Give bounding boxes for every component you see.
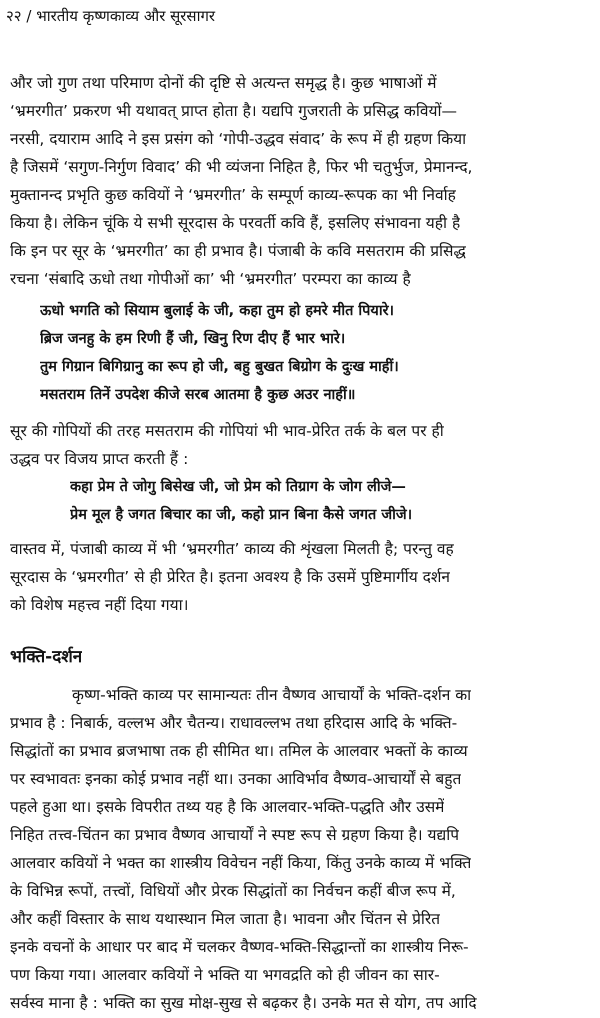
verse1-line: ऊधो भगति को सियाम बुलाई के जी, कहा तुम हो हमरे मीत पियारे। bbox=[40, 303, 394, 319]
para3-line: वास्तव में, पंजाबी काव्य में भी ‘भ्रमरगीत’ काव्य की शृंखला मिलती है; परन्तु वह bbox=[10, 540, 454, 558]
para1-line: नरसी, दयाराम आदि ने इस प्रसंग को ‘गोपी-उद्धव संवाद’ के रूप में ही ग्रहण किया bbox=[10, 130, 467, 148]
para1-line: ‘भ्रमरगीत’ प्रकरण भी यथावत् प्राप्त होता है। यद्यपि गुजराती के प्रसिद्ध कवियों— bbox=[10, 102, 457, 120]
header-separator: / bbox=[26, 7, 32, 25]
page-number: २२ bbox=[6, 7, 22, 25]
para4-line: निहित तत्त्व-चिंतन का प्रभाव वैष्णव आचार्यों ने स्पष्ट रूप से ग्रहण किया है। यद्यपि bbox=[10, 826, 460, 844]
para1-line: किया है। लेकिन चूंकि ये सभी सूरदास के परवर्ती कवि हैं, इसलिए संभावना यही है bbox=[10, 214, 461, 232]
para4-line: इनके वचनों के आधार पर बाद में चलकर वैष्णव-भक्ति-सिद्धान्तों का शास्त्रीय निरू- bbox=[10, 938, 469, 956]
para1-line: कि इन पर सूर के ‘भ्रमरगीत’ का ही प्रभाव है। पंजाबी के कवि मसतराम की प्रसिद्ध bbox=[10, 242, 466, 260]
para2-line: उद्धव पर विजय प्राप्त करती हैं : bbox=[10, 450, 189, 468]
verse2-line: प्रेम मूल है जगत बिचार का जी, कहो प्रान बिना कैसे जगत जीजे। bbox=[70, 507, 413, 523]
para3-line: सूरदास के ‘भ्रमरगीत’ से ही प्रेरित है। इतना अवश्य है कि उसमें पुष्टिमार्गीय दर्शन bbox=[10, 568, 451, 586]
verse2-line: कहा प्रेम ते जोगु बिसेख जी, जो प्रेम को तिग्राग के जोग लीजे— bbox=[70, 479, 406, 495]
para1-line: और जो गुण तथा परिमाण दोनों की दृष्टि से अत्यन्त समृद्ध है। कुछ भाषाओं में bbox=[10, 74, 437, 92]
para4-line: कृष्ण-भक्ति काव्य पर सामान्यतः तीन वैष्णव आचार्यों के भक्ति-दर्शन का bbox=[72, 686, 472, 704]
para2-line: सूर की गोपियों की तरह मसतराम की गोपियां भी भाव-प्रेरित तर्क के बल पर ही bbox=[10, 422, 444, 440]
verse1-line: मसतराम तिनें उपदेश कीजे सरब आतमा है कुछ अउर नाहीं॥ bbox=[40, 387, 356, 403]
verse1-line: तुम गिग्रान बिगिग्रानु का रूप हो जी, बहु बुखत बिग्रोग के दुःख माहीं। bbox=[40, 359, 399, 375]
para4-line: और कहीं विस्तार के साथ यथास्थान मिल जाता है। भावना और चिंतन से प्रेरित bbox=[10, 910, 441, 928]
running-header bbox=[6, 4, 594, 28]
section-heading: भक्ति-दर्शन bbox=[10, 647, 83, 667]
para4-line: पर स्वभावतः इनका कोई प्रभाव नहीं था। उनका आविर्भाव वैष्णव-आचार्यों से बहुत bbox=[10, 770, 462, 788]
para4-line: प्रभाव है : निबार्क, वल्लभ और चैतन्य। राधावल्लभ तथा हरिदास आदि के भक्ति- bbox=[10, 714, 458, 732]
para1-line: है जिसमें ‘सगुण-निर्गुण विवाद’ की भी व्यंजना निहित है, फिर भी चतुर्भुज, प्रेमानन्द, bbox=[10, 158, 473, 176]
para3-line: को विशेष महत्त्व नहीं दिया गया। bbox=[10, 596, 189, 614]
para4-line: सर्वस्व माना है : भक्ति का सुख मोक्ष-सुख से बढ़कर है। उनके मत से योग, तप आदि bbox=[10, 994, 477, 1012]
para1-line: मुक्तानन्द प्रभृति कुछ कवियों ने ‘भ्रमरगीत’ के सम्पूर्ण काव्य-रूपक का भी निर्वाह bbox=[10, 186, 456, 204]
para4-line: पण किया गया। आलवार कवियों ने भक्ति या भगवद्रति को ही जीवन का सार- bbox=[10, 966, 440, 984]
verse1-line: ब्रिज जनहु के हम रिणी हैं जी, खिनु रिण दीए हैं भार भारे। bbox=[40, 331, 346, 347]
para4-line: सिद्धांतों का प्रभाव ब्रजभाषा तक ही सीमित था। तमिल के आलवार भक्तों के काव्य bbox=[10, 742, 468, 760]
para1-line: रचना ‘संबादि ऊधो तथा गोपीओं का’ भी ‘भ्रमरगीत’ परम्परा का काव्य है bbox=[10, 270, 411, 288]
para4-line: पहले हुआ था। इसके विपरीत तथ्य यह है कि आलवार-भक्ति-पद्धति और उसमें bbox=[10, 798, 445, 816]
para4-line: आलवार कवियों ने भक्त का शास्त्रीय विवेचन नहीं किया, किंतु उनके काव्य में भक्ति bbox=[10, 854, 472, 872]
para4-line: के विभिन्न रूपों, तत्त्वों, विधियों और प्रेरक सिद्धांतों का निर्वचन कहीं बीज रूप में, bbox=[10, 882, 456, 900]
running-title: भारतीय कृष्णकाव्य और सूरसागर bbox=[36, 7, 216, 25]
